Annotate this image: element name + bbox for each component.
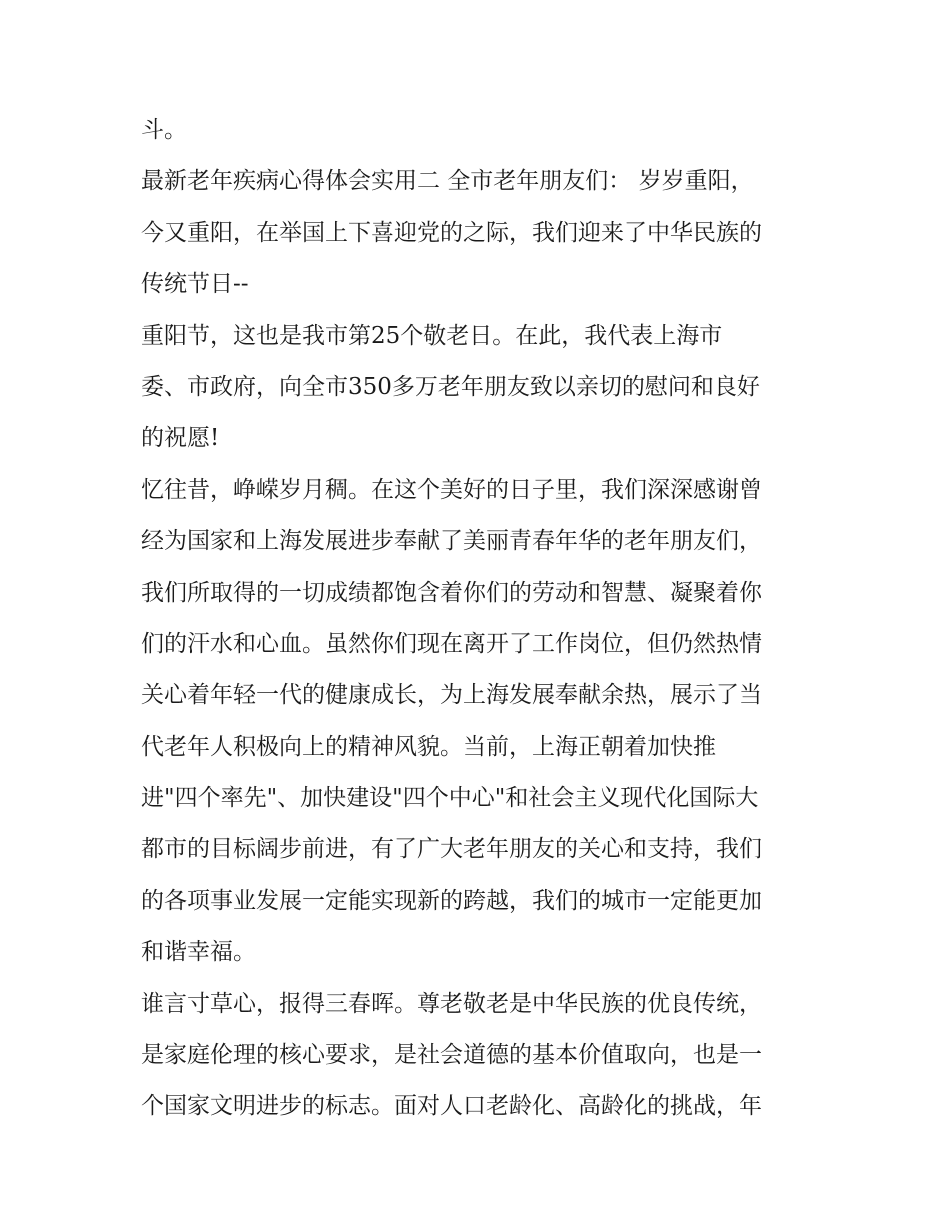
text-line: 是家庭伦理的核心要求，是社会道德的基本价值取向，也是一 <box>141 1042 762 1069</box>
text-line: 最新老年疾病心得体会实用二 全市老年朋友们： 岁岁重阳， <box>141 168 754 195</box>
text-line: 斗。 <box>141 117 187 143</box>
text-line: 谁言寸草心，报得三春晖。尊老敬老是中华民族的优良传统， <box>141 990 762 1017</box>
text-line: 今又重阳，在举国上下喜迎党的之际，我们迎来了中华民族的 <box>141 219 762 246</box>
text-line: 和谐幸福。 <box>141 939 256 966</box>
text-line: 代老年人积极向上的精神风貌。当前，上海正朝着加快推 <box>141 733 716 760</box>
text-line: 关心着年轻一代的健康成长，为上海发展奉献余热，展示了当 <box>141 682 762 709</box>
text-line: 的各项事业发展一定能实现新的跨越，我们的城市一定能更加 <box>141 887 762 914</box>
text-line: 进"四个率先"、加快建设"四个中心"和社会主义现代化国际大 <box>141 785 759 812</box>
text-line: 我们所取得的一切成绩都饱含着你们的劳动和智慧、凝聚着你 <box>141 579 762 606</box>
text-line: 经为国家和上海发展进步奉献了美丽青春年华的老年朋友们， <box>141 528 762 555</box>
text-line: 重阳节，这也是我市第25个敬老日。在此，我代表上海市 <box>141 322 723 349</box>
text-line: 委、市政府，向全市350多万老年朋友致以亲切的慰问和良好 <box>141 373 760 400</box>
text-line: 都市的目标阔步前进，有了广大老年朋友的关心和支持，我们 <box>141 836 762 863</box>
text-line: 忆往昔，峥嵘岁月稠。在这个美好的日子里，我们深深感谢曾 <box>141 476 762 503</box>
text-line: 传统节日-- <box>141 271 249 298</box>
text-line: 个国家文明进步的标志。面对人口老龄化、高龄化的挑战，年 <box>141 1093 762 1120</box>
text-line: 的祝愿! <box>141 425 220 452</box>
document-body <box>141 108 821 1136</box>
text-line: 们的汗水和心血。虽然你们现在离开了工作岗位，但仍然热情 <box>141 630 762 657</box>
